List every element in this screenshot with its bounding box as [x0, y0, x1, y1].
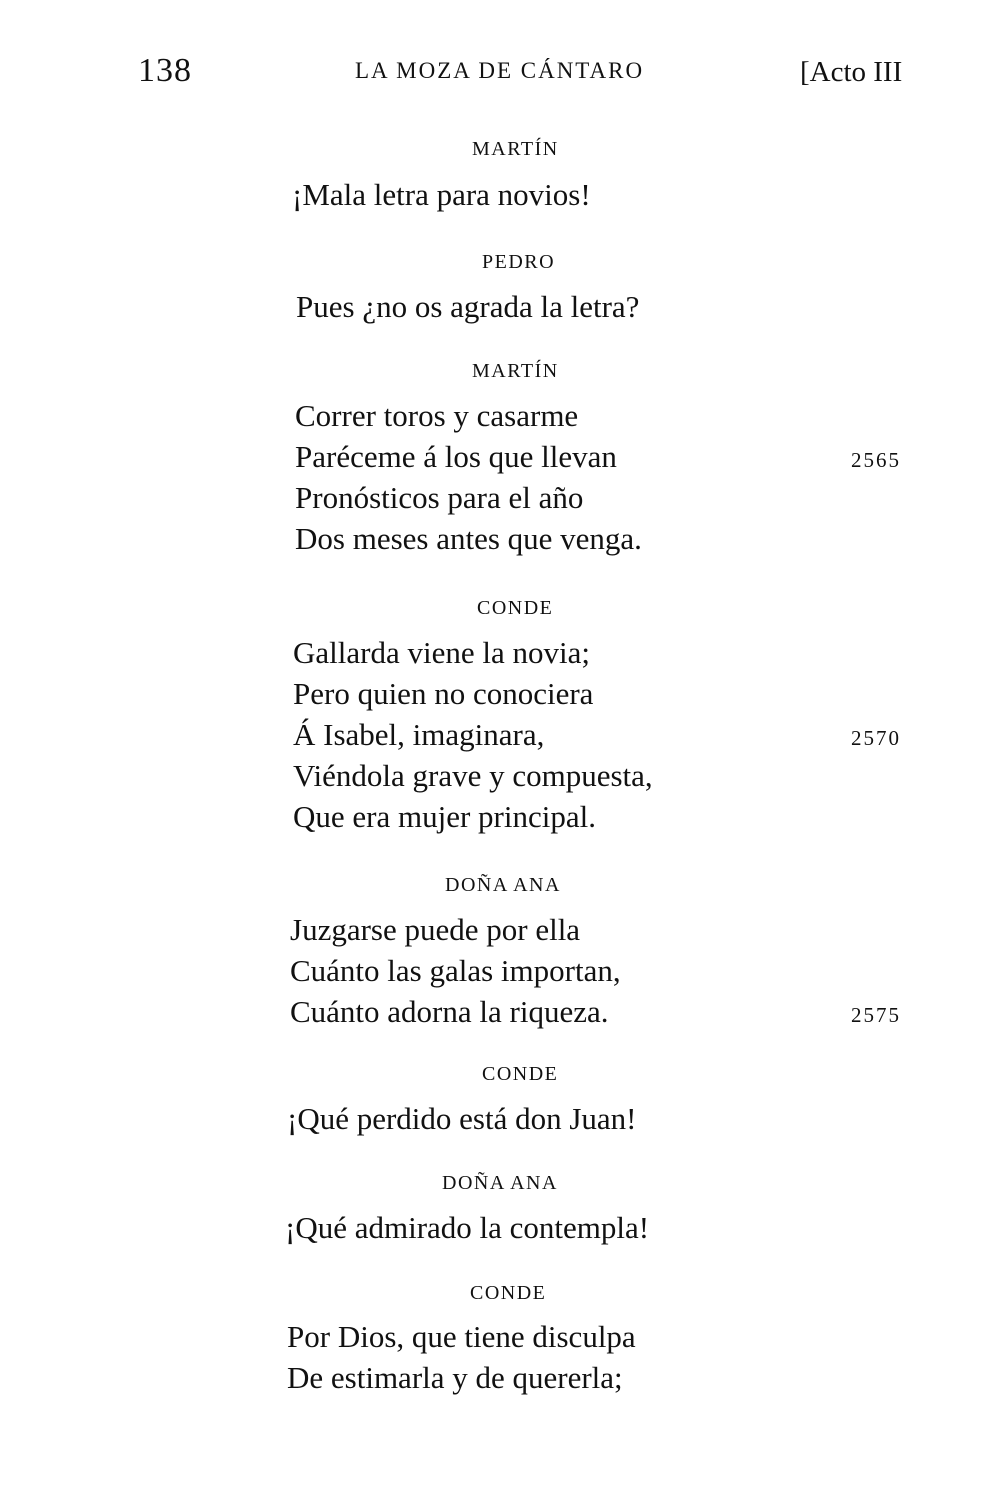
verse-line: ¡Qué perdido está don Juan! [287, 1101, 637, 1136]
verse-line: De estimarla y de quererla; [287, 1360, 623, 1395]
verse-block [292, 174, 591, 215]
speaker-label: DOÑA ANA [442, 1172, 558, 1194]
verse-line: ¡Qué admirado la contempla! [285, 1210, 650, 1245]
speaker-label: DOÑA ANA [445, 874, 561, 896]
verse-line: Juzgarse puede por ella [290, 912, 581, 947]
verse-line: Viéndola grave y compuesta, [293, 758, 653, 793]
verse-line: Pronósticos para el año [295, 480, 584, 515]
speaker-label: CONDE [470, 1282, 547, 1304]
verse-line: Á Isabel, imaginara, [293, 717, 545, 752]
verse-line: ¡Mala letra para novios! [292, 177, 591, 212]
line-number: 2575 [851, 1003, 901, 1027]
line-number: 2565 [851, 448, 901, 472]
verse-line: Paréceme á los que llevan [295, 439, 617, 474]
speaker-label: CONDE [477, 597, 554, 619]
speaker-label: MARTÍN [472, 360, 559, 382]
verse-line: Que era mujer principal. [293, 799, 596, 834]
page-header [0, 52, 1000, 92]
verse-line: Cuánto las galas importan, [290, 953, 621, 988]
verse-block [285, 1207, 649, 1248]
verse-block [293, 632, 653, 837]
line-number: 2570 [851, 726, 901, 750]
verse-line: Dos meses antes que venga. [295, 521, 642, 556]
verse-line: Pero quien no conociera [293, 676, 594, 711]
speaker-label: MARTÍN [472, 138, 559, 160]
verse-block [296, 286, 639, 327]
verse-line: Correr toros y casarme [295, 398, 579, 433]
verse-block [290, 909, 621, 1032]
verse-line: Pues ¿no os agrada la letra? [296, 289, 640, 324]
verse-line: Gallarda viene la novia; [293, 635, 590, 670]
verse-block [295, 395, 642, 559]
verse-block [287, 1098, 637, 1139]
running-title: LA MOZA DE CÁNTARO [355, 58, 645, 83]
speaker-label: CONDE [482, 1063, 559, 1085]
page-number: 138 [138, 52, 192, 89]
act-label: [Acto III [800, 56, 903, 88]
speaker-label: PEDRO [482, 251, 556, 273]
verse-line: Por Dios, que tiene disculpa [287, 1319, 636, 1354]
verse-block [287, 1316, 636, 1398]
verse-line: Cuánto adorna la riqueza. [290, 994, 609, 1029]
